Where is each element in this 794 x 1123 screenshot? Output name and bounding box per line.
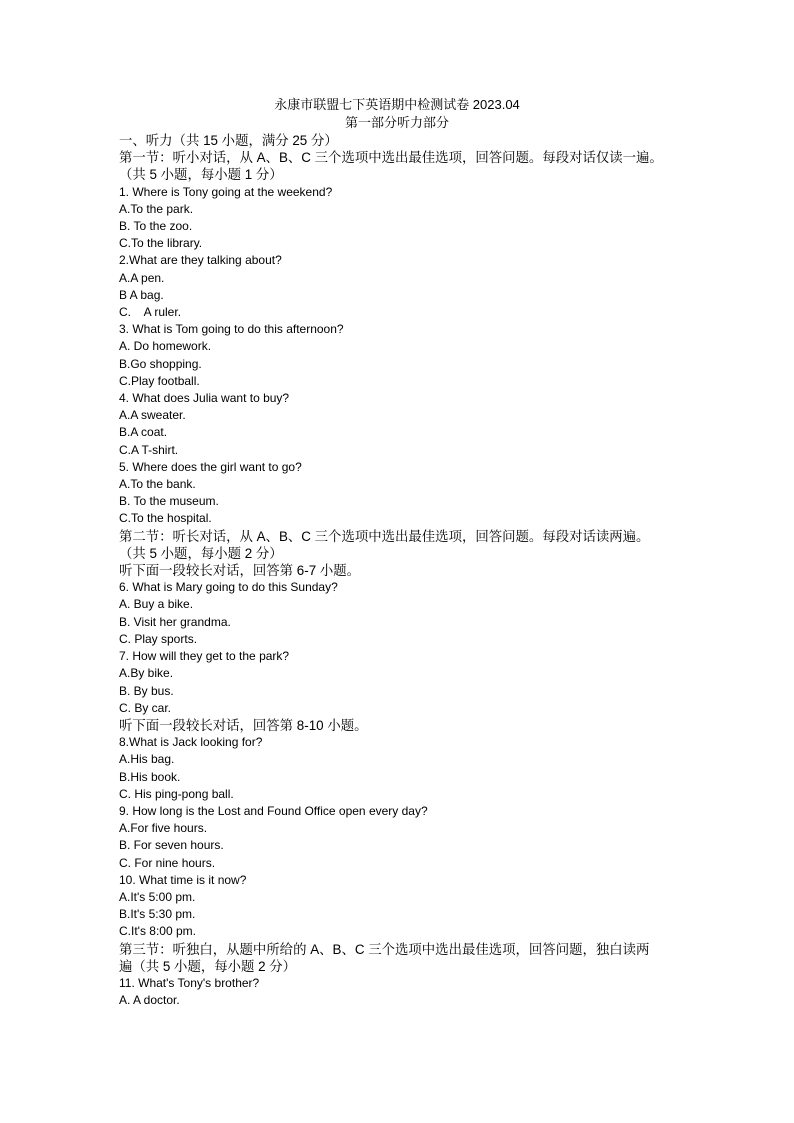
question-line: A.A pen. [119, 270, 165, 285]
section-heading: （共 5 小题，每小题 1 分） [119, 167, 283, 183]
question-line: 11. What's Tony's brother? [119, 975, 260, 990]
section-heading: 第三节：听独白，从题中所给的 A、B、C 三个选项中选出最佳选项，回答问题，独白读两 [119, 941, 650, 957]
question-line: A.To the bank. [119, 477, 196, 492]
question-line: 9. How long is the Lost and Found Office open every day? [119, 803, 428, 818]
exam-title: 永康市联盟七下英语期中检测试卷 2023.04 [274, 97, 520, 112]
section-heading: 听下面一段较长对话，回答第 8-10 小题。 [119, 717, 368, 733]
question-line: C. By car. [119, 700, 172, 715]
question-line: A.A sweater. [119, 408, 186, 423]
question-line: B. To the museum. [119, 494, 219, 509]
question-line: C. His ping-pong ball. [119, 786, 234, 801]
question-line: B. Visit her grandma. [119, 614, 231, 629]
question-line: 5. Where does the girl want to go? [119, 459, 302, 474]
question-line: B.A coat. [119, 425, 168, 440]
question-line: 8.What is Jack looking for? [119, 735, 263, 750]
section-heading: 第二节：听长对话，从 A、B、C 三个选项中选出最佳选项，回答问题。每段对话读两遍。 [119, 528, 650, 544]
question-line: C.To the library. [119, 236, 203, 251]
question-line: A.To the park. [119, 201, 194, 216]
question-line: B. By bus. [119, 683, 174, 698]
section-heading: 一、听力（共 15 小题，满分 25 分） [119, 133, 338, 148]
question-line: A. Buy a bike. [119, 597, 194, 612]
question-line: A.For five hours. [119, 821, 208, 836]
question-line: A. A doctor. [119, 993, 180, 1008]
question-line: C.Play football. [119, 373, 200, 388]
question-line: B. To the zoo. [119, 219, 193, 234]
question-line: 2.What are they talking about? [119, 253, 282, 268]
question-line: C. A ruler. [119, 305, 182, 320]
title-block [0, 96, 794, 132]
section-heading: （共 5 小题，每小题 2 分） [119, 545, 283, 561]
question-line: C. Play sports. [119, 631, 198, 646]
question-line: 1. Where is Tony going at the weekend? [119, 184, 333, 199]
section-heading: 听下面一段较长对话，回答第 6-7 小题。 [119, 563, 361, 579]
question-line: B.Go shopping. [119, 356, 202, 371]
question-line: A.It's 5:00 pm. [119, 889, 196, 904]
question-line: B.His book. [119, 769, 181, 784]
question-line: B.It's 5:30 pm. [119, 907, 196, 922]
question-line: C.It's 8:00 pm. [119, 924, 196, 939]
question-line: C.A T-shirt. [119, 442, 179, 457]
question-line: A.His bag. [119, 752, 175, 767]
section-title: 第一部分听力部分 [344, 115, 449, 130]
question-line: 10. What time is it now? [119, 872, 247, 887]
section-heading: 第一节：听小对话，从 A、B、C 三个选项中选出最佳选项，回答问题。每段对话仅读一遍。 [119, 150, 663, 166]
question-line: C. For nine hours. [119, 855, 216, 870]
section-heading: 遍（共 5 小题，每小题 2 分） [119, 958, 297, 974]
question-line: 7. How will they get to the park? [119, 649, 290, 664]
question-line: 6. What is Mary going to do this Sunday? [119, 580, 338, 595]
question-line: C.To the hospital. [119, 511, 212, 526]
exam-body [119, 132, 699, 1009]
question-line: 3. What is Tom going to do this afternoon? [119, 322, 344, 337]
question-line: A.By bike. [119, 666, 174, 681]
question-line: B A bag. [119, 287, 164, 302]
question-line: 4. What does Julia want to buy? [119, 391, 290, 406]
question-line: A. Do homework. [119, 339, 212, 354]
question-line: B. For seven hours. [119, 838, 224, 853]
